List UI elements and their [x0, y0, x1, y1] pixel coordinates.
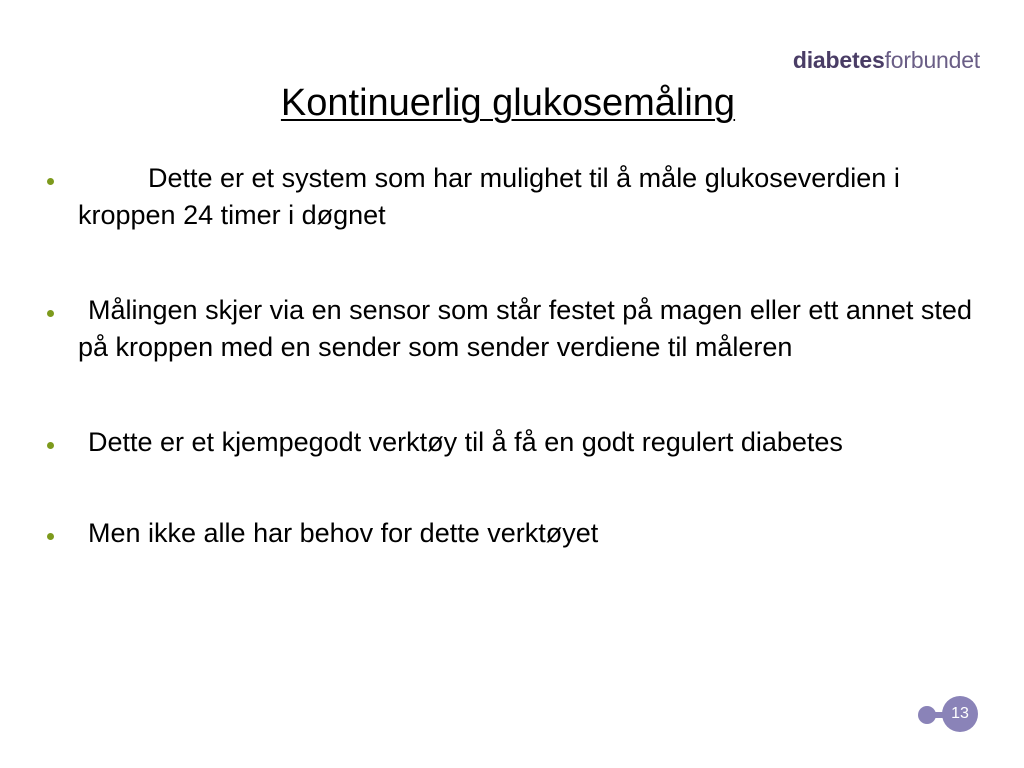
slide-title: Kontinuerlig glukosemåling — [280, 82, 736, 124]
bullet-text: Målingen skjer via en sensor som står festet på magen eller ett annet sted på kroppen med en sender som sender verdiene til måleren — [78, 295, 972, 362]
page-number-badge — [914, 694, 980, 734]
bullet-text: Men ikke alle har behov for dette verktøyet — [88, 518, 599, 548]
bullet-text: Dette er et system som har mulighet til å måle glukoseverdien i kroppen 24 timer i døgnet — [78, 163, 900, 230]
bullet-text: Dette er et kjempegodt verktøy til å få en godt regulert diabetes — [88, 427, 843, 457]
logo-text-bold: diabetes — [792, 47, 885, 73]
bullet-dot-icon — [47, 310, 54, 317]
bullet-item — [44, 160, 984, 234]
page-number: 13 — [951, 705, 969, 722]
bullet-dot-icon — [47, 442, 54, 449]
bullet-dot-icon — [47, 533, 54, 540]
diabetesforbundet-logo — [793, 46, 980, 74]
bullet-list — [44, 160, 984, 552]
bullet-item — [44, 515, 984, 552]
bullet-item — [44, 292, 984, 366]
bullet-item — [44, 424, 984, 461]
bullet-dot-icon — [47, 178, 54, 185]
logo-text-light: forbundet — [884, 47, 980, 73]
